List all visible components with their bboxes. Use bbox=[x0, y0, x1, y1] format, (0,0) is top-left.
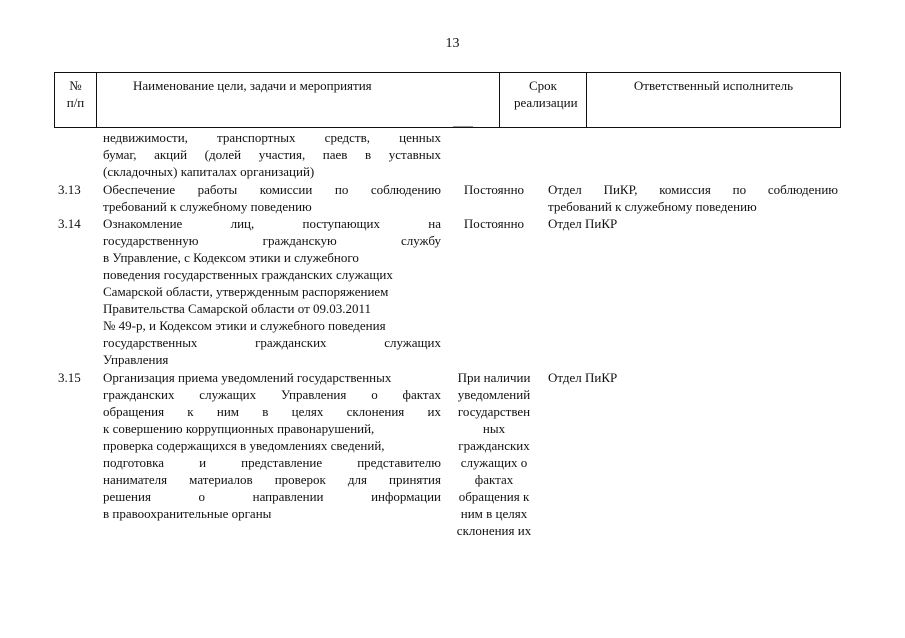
row-description-line: № 49-р, и Кодексом этики и служебного поведения bbox=[103, 318, 386, 333]
row-description-line: нанимателя материалов проверок для принятия bbox=[103, 472, 441, 487]
row-number: 3.14 bbox=[58, 216, 81, 231]
row-number: 3.15 bbox=[58, 370, 81, 385]
row-description-line: решения о направлении информации bbox=[103, 489, 441, 504]
row-number: 3.13 bbox=[58, 182, 81, 197]
header-col-responsible: Ответственный исполнитель bbox=[586, 73, 840, 127]
row-description-line: Ознакомление лиц, поступающих на bbox=[103, 216, 441, 231]
row-description-line: Организация приема уведомлений государственных bbox=[103, 370, 392, 385]
row-description-line: поведения государственных гражданских служащих bbox=[103, 267, 393, 282]
row-term-line: гражданских bbox=[458, 438, 530, 453]
header-col-name: Наименование цели, задачи и мероприятия bbox=[96, 73, 499, 127]
row-term-line: уведомлений bbox=[457, 387, 531, 402]
row-responsible-line: Отдел ПиКР, комиссия по соблюдению bbox=[548, 182, 838, 197]
row-description-line: в правоохранительные органы bbox=[103, 506, 272, 521]
row-term: Постоянно bbox=[463, 216, 525, 231]
header-underline-mark bbox=[453, 126, 473, 127]
row-description-line: Самарской области, утвержденным распоряжением bbox=[103, 284, 389, 299]
carry-over-line: недвижимости, транспортных средств, ценных bbox=[103, 130, 441, 145]
table-header bbox=[54, 72, 841, 128]
row-term-line: обращения к bbox=[458, 489, 530, 504]
row-description-line: государственных гражданских служащих bbox=[103, 335, 441, 350]
row-term-line: склонения их bbox=[456, 523, 532, 538]
row-description-line: государственную гражданскую службу bbox=[103, 233, 441, 248]
carry-over-line: бумаг, акций (долей участия, паев в уставных bbox=[103, 147, 441, 162]
row-description-line: в Управление, с Кодексом этики и служебного bbox=[103, 250, 359, 265]
header-col-term: Срок реализации bbox=[499, 73, 586, 127]
row-term: Постоянно bbox=[463, 182, 525, 197]
row-term-line: государствен bbox=[457, 404, 531, 419]
row-term-line: ним в целях bbox=[460, 506, 528, 521]
row-description-line: Правительства Самарской области от 09.03.2011 bbox=[103, 301, 372, 316]
row-description-line: к совершению коррупционных правонарушений, bbox=[103, 421, 375, 436]
row-description-line: проверка содержащихся в уведомлениях сведений, bbox=[103, 438, 385, 453]
carry-over-line: (складочных) капиталах организаций) bbox=[103, 164, 315, 179]
row-term-line: ных bbox=[482, 421, 506, 436]
row-description-line: Управления bbox=[103, 352, 169, 367]
row-description-line: требований к служебному поведению bbox=[103, 199, 312, 214]
header-col-number: № п/п bbox=[66, 78, 85, 110]
row-description-line: подготовка и представление представителю bbox=[103, 455, 441, 470]
row-responsible-line: Отдел ПиКР bbox=[548, 370, 618, 385]
row-term-line: фактах bbox=[474, 472, 514, 487]
row-description-line: Обеспечение работы комиссии по соблюдению bbox=[103, 182, 441, 197]
row-responsible-line: требований к служебному поведению bbox=[548, 199, 757, 214]
row-responsible-line: Отдел ПиКР bbox=[548, 216, 618, 231]
row-description-line: обращения к ним в целях склонения их bbox=[103, 404, 441, 419]
row-term-line: служащих о bbox=[460, 455, 528, 470]
row-description-line: гражданских служащих Управления о фактах bbox=[103, 387, 441, 402]
page-number: 13 bbox=[445, 36, 460, 51]
row-term-line: При наличии bbox=[457, 370, 531, 385]
